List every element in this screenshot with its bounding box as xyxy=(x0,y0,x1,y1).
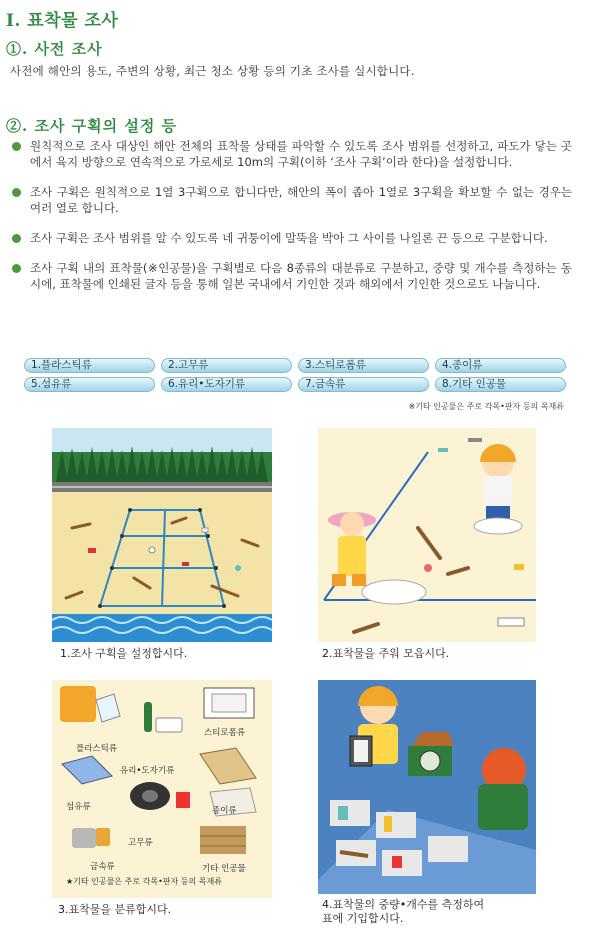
label-fiber: 섬유류 xyxy=(66,802,91,812)
figure-collecting xyxy=(318,428,536,642)
figure-survey-plot xyxy=(52,428,272,642)
category-other: 8.기타 인공물 xyxy=(435,377,566,392)
figure-sorting xyxy=(52,680,272,898)
category-rubber: 2.고무류 xyxy=(161,358,292,373)
list-item: 조사 구획 내의 표착물(※인공물)을 구획별로 다음 8종류의 대분류로 구분하고, 중량 및 개수를 측정하는 동시에, 표착물에 인쇄된 글자 등을 통해 일본 국내에서 기인한 것과 해외에서 기인한 것으로도 나눕니다. xyxy=(12,260,572,292)
label-plastic: 플라스틱류 xyxy=(76,744,118,754)
prior-survey-text: 사전에 해안의 용도, 주변의 상황, 최근 청소 상황 등의 기초 조사를 실시합니다. xyxy=(10,64,415,78)
subsection-title-survey-plot: ②. 조사 구획의 설정 등 xyxy=(6,117,178,135)
category-grid xyxy=(24,358,566,392)
subsection-title-prior-survey: ①. 사전 조사 xyxy=(6,40,103,58)
list-item: 조사 구획은 원칙적으로 1열 3구획으로 합니다만, 해안의 폭이 좁아 1열로 3구획을 확보할 수 없는 경우는 여러 열로 합니다. xyxy=(12,184,572,216)
list-item: 조사 구획은 조사 범위를 알 수 있도록 네 귀퉁이에 말뚝을 박아 그 사이를 나일론 끈 등으로 구분합니다. xyxy=(12,230,572,246)
bullet-icon xyxy=(12,264,21,273)
category-styrofoam: 3.스티로폼류 xyxy=(298,358,429,373)
label-glass: 유리•도자기류 xyxy=(120,766,175,776)
label-rubber: 고무류 xyxy=(128,838,153,848)
category-plastic: 1.플라스틱류 xyxy=(24,358,155,373)
label-styrofoam: 스티로폼류 xyxy=(204,728,246,738)
label-other-note: ★기타 인공물은 주로 각목•판자 등의 목재류 xyxy=(66,877,222,886)
figure-3-caption: 3.표착물을 분류합시다. xyxy=(58,903,172,916)
figure-1-caption: 1.조사 구획을 설정합시다. xyxy=(60,647,188,660)
beach-illustration xyxy=(52,428,272,642)
figure-4-caption-line1: 4.표착물의 중량•개수를 측정하여 xyxy=(322,898,485,911)
bullet-icon xyxy=(12,142,21,151)
figure-4-caption-line2: 표에 기입합시다. xyxy=(322,912,404,925)
weighing-illustration xyxy=(318,680,536,894)
category-fiber: 5.섬유류 xyxy=(24,377,155,392)
bullet-icon xyxy=(12,188,21,197)
label-metal: 금속류 xyxy=(90,862,115,872)
section-title: I. 표착물 조사 xyxy=(6,11,119,31)
list-item: 원칙적으로 조사 대상인 해안 전체의 표착물 상태를 파악할 수 있도록 조사 범위를 선정하고, 파도가 닿는 곳에서 육지 방향으로 연속적으로 가로세로 10m의 구획(이하 ‘조사 구획’이라 한다)을 설정합니다. xyxy=(12,138,572,170)
category-paper: 4.종이류 xyxy=(435,358,566,373)
figure-weighing xyxy=(318,680,536,894)
label-paper: 종이류 xyxy=(212,806,237,816)
bullet-list xyxy=(12,138,572,306)
label-other: 기타 인공물 xyxy=(202,864,246,874)
category-note: ※기타 인공물은 주로 각목•판자 등의 목재류 xyxy=(408,402,564,411)
bullet-icon xyxy=(12,234,21,243)
figure-2-caption: 2.표착물을 주워 모읍시다. xyxy=(322,647,450,660)
category-metal: 7.금속류 xyxy=(298,377,429,392)
category-glass-ceramic: 6.유리•도자기류 xyxy=(161,377,292,392)
figure-4-caption xyxy=(322,898,484,926)
collecting-illustration xyxy=(318,428,536,642)
